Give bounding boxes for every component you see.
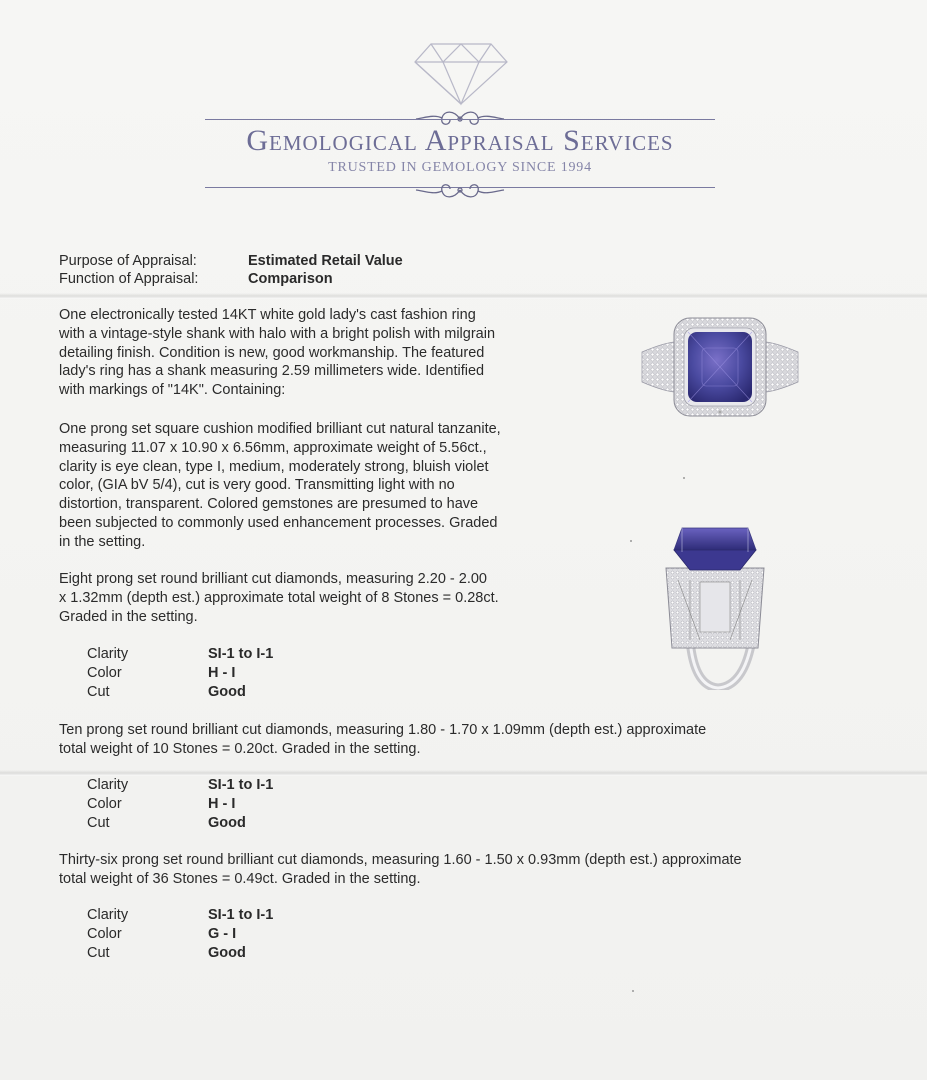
- grade-value: H - I: [208, 665, 236, 681]
- paper-fold-1: [0, 293, 927, 299]
- grade-value: Good: [208, 684, 246, 700]
- purpose-value: Estimated Retail Value: [248, 253, 403, 269]
- function-label: Function of Appraisal:: [59, 271, 199, 287]
- grade-row: [87, 906, 387, 925]
- company-name: Gemological Appraisal Services: [246, 124, 674, 157]
- grade-label: Cut: [87, 815, 110, 831]
- diamond-group-1-text: Eight prong set round brilliant cut diamonds, measuring 2.20 - 2.00 x 1.32mm (depth est.) approximate total weight of 8 Stones = 0.28ct. Graded in the setting.: [59, 571, 499, 625]
- center-stone-description: One prong set square cushion modified brilliant cut natural tanzanite, measuring 11.07 x 10.90 x 6.56mm, approximate weight of 5.56ct., clarity is eye clean, type I, medium, moderately strong, bluish violet color, (GIA bV 5/4), cut is very good. Transmitting light with no distortion, transparent. Colored gemstones are presumed to have been subjected to commonly used enhancement processes. Graded in the setting.: [59, 421, 501, 550]
- speck: [683, 477, 685, 479]
- grade-row: [87, 776, 387, 795]
- grade-row: [87, 925, 387, 944]
- grade-label: Clarity: [87, 777, 129, 793]
- grade-label: Clarity: [87, 646, 129, 662]
- grade-label: Color: [87, 665, 122, 681]
- function-value: Comparison: [248, 271, 333, 287]
- grade-label: Clarity: [87, 907, 129, 923]
- grade-value: SI-1 to I-1: [208, 907, 274, 923]
- diamond-group-1-grades: [87, 645, 387, 702]
- grade-value: Good: [208, 815, 246, 831]
- speck: [632, 990, 634, 992]
- grade-row: [87, 795, 387, 814]
- grade-value: Good: [208, 945, 246, 961]
- diamond-logo-icon: [413, 42, 509, 106]
- diamond-group-3-text: Thirty-six prong set round brilliant cut diamonds, measuring 1.60 - 1.50 x 0.93mm (depth est.) approximate total weight of 36 Stones = 0.49ct. Graded in the setting.: [59, 852, 742, 887]
- grade-label: Cut: [87, 945, 110, 961]
- grade-row: [87, 664, 387, 683]
- scroll-ornament-bottom-icon: [410, 177, 510, 203]
- grade-value: G - I: [208, 926, 237, 942]
- speck: [630, 540, 632, 542]
- header-rule-top: [205, 119, 715, 120]
- grade-label: Cut: [87, 684, 110, 700]
- grade-row: [87, 944, 387, 963]
- diamond-group-2-grades: [87, 776, 387, 833]
- grade-value: SI-1 to I-1: [208, 646, 274, 662]
- grade-row: [87, 645, 387, 664]
- grade-label: Color: [87, 926, 122, 942]
- grade-value: H - I: [208, 796, 236, 812]
- ring-description: One electronically tested 14KT white gold lady's cast fashion ring with a vintage-style shank with halo with a bright polish with milgrain detailing finish. Condition is new, good workmanship. The featured lady's ring has a shank measuring 2.59 millimeters wide. Identified with markings of "14K". Containing:: [59, 307, 496, 399]
- grade-row: [87, 683, 387, 702]
- grade-label: Color: [87, 796, 122, 812]
- diamond-group-2-text: Ten prong set round brilliant cut diamonds, measuring 1.80 - 1.70 x 1.09mm (depth est.) approximate total weight of 10 Stones = 0.20ct. Graded in the setting.: [59, 722, 707, 757]
- purpose-label: Purpose of Appraisal:: [59, 253, 197, 269]
- grade-value: SI-1 to I-1: [208, 777, 274, 793]
- company-tagline: TRUSTED IN GEMOLOGY SINCE 1994: [328, 160, 592, 175]
- grade-row: [87, 814, 387, 833]
- diamond-group-3-grades: [87, 906, 387, 963]
- ring-top-view-image: [640, 312, 800, 422]
- ring-side-view-image: [660, 520, 770, 690]
